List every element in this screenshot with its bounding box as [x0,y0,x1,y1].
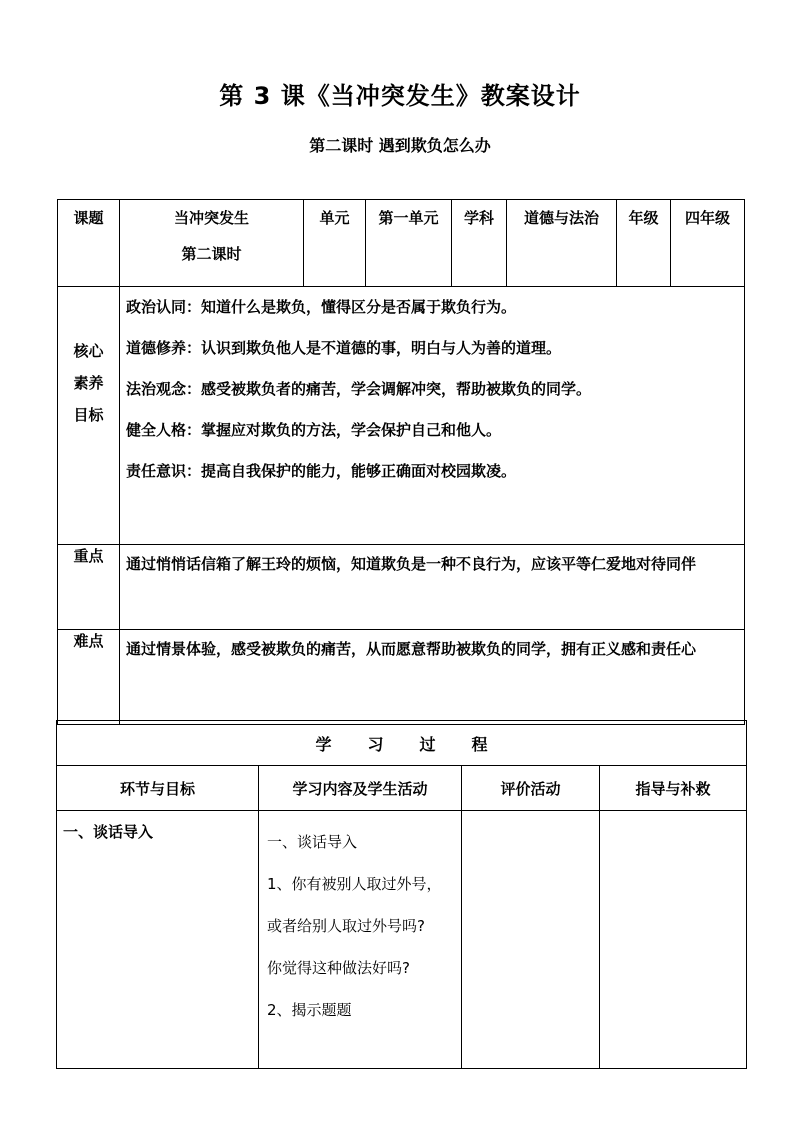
activity-line: 你觉得这种做法好吗? [267,959,410,977]
heading-char: 习 [367,734,384,754]
core-goals-row [58,287,745,545]
process-activities [259,811,462,1069]
process-step: 一、谈话导入 [57,811,259,1069]
activity-line: 或者给别人取过外号吗? [267,917,425,935]
column-header-guidance: 指导与补救 [600,766,747,811]
core-label-line-3: 目标 [73,406,104,424]
key-point-text: 通过悄悄话信箱了解王玲的烦恼，知道欺负是一种不良行为，应该平等仁爱地对待同伴 [120,545,745,630]
key-point-label: 重点 [58,545,120,630]
process-row [57,811,747,1069]
heading-char: 程 [471,734,488,754]
unit-label: 单元 [304,200,366,287]
activity-line: 一、谈话导入 [267,833,358,851]
lesson-info-table [57,199,745,725]
document-title: 第 3 课《当冲突发生》教案设计 [219,82,581,110]
grade-value: 四年级 [671,200,745,287]
activity-line: 2、揭示题题 [267,1001,352,1019]
process-column-header-row [57,766,747,811]
activity-line: 1、你有被别人取过外号， [267,875,442,893]
info-header-row [58,200,745,287]
topic-label: 课题 [58,200,120,287]
process-heading-row [57,721,747,766]
document-subtitle: 第二课时 遇到欺负怎么办 [309,136,491,155]
key-point-row [58,545,745,630]
core-goal-personality: 健全人格：掌握应对欺负的方法，学会保护自己和他人。 [126,421,502,439]
core-goal-political: 政治认同：知道什么是欺负，懂得区分是否属于欺负行为。 [126,298,517,316]
core-goal-moral: 道德修养：认识到欺负他人是不道德的事，明白与人为善的道理。 [126,339,562,357]
difficulty-row [58,630,745,725]
topic-line-2: 第二课时 [181,245,242,263]
core-label-line-1: 核心 [73,342,104,360]
heading-char: 过 [419,734,436,754]
core-goals-content [120,287,745,545]
column-header-step: 环节与目标 [57,766,259,811]
column-header-activity: 学习内容及学生活动 [259,766,462,811]
process-heading [57,721,747,766]
core-goals-label [58,287,120,545]
process-guidance [600,811,747,1069]
process-evaluation [462,811,600,1069]
difficulty-text: 通过情景体验，感受被欺负的痛苦，从而愿意帮助被欺负的同学，拥有正义感和责任心 [120,630,745,725]
grade-label: 年级 [617,200,671,287]
unit-value: 第一单元 [366,200,452,287]
topic-value [120,200,304,287]
subject-label: 学科 [452,200,507,287]
difficulty-label: 难点 [58,630,120,725]
topic-line-1: 当冲突发生 [173,209,249,227]
subject-value: 道德与法治 [507,200,617,287]
heading-char: 学 [315,734,332,754]
core-label-line-2: 素养 [73,374,104,392]
column-header-evaluation: 评价活动 [462,766,600,811]
learning-process-table [56,720,747,1069]
core-goal-law: 法治观念：感受被欺负者的痛苦，学会调解冲突，帮助被欺负的同学。 [126,380,592,398]
core-goal-responsibility: 责任意识：提高自我保护的能力，能够正确面对校园欺凌。 [126,462,517,480]
